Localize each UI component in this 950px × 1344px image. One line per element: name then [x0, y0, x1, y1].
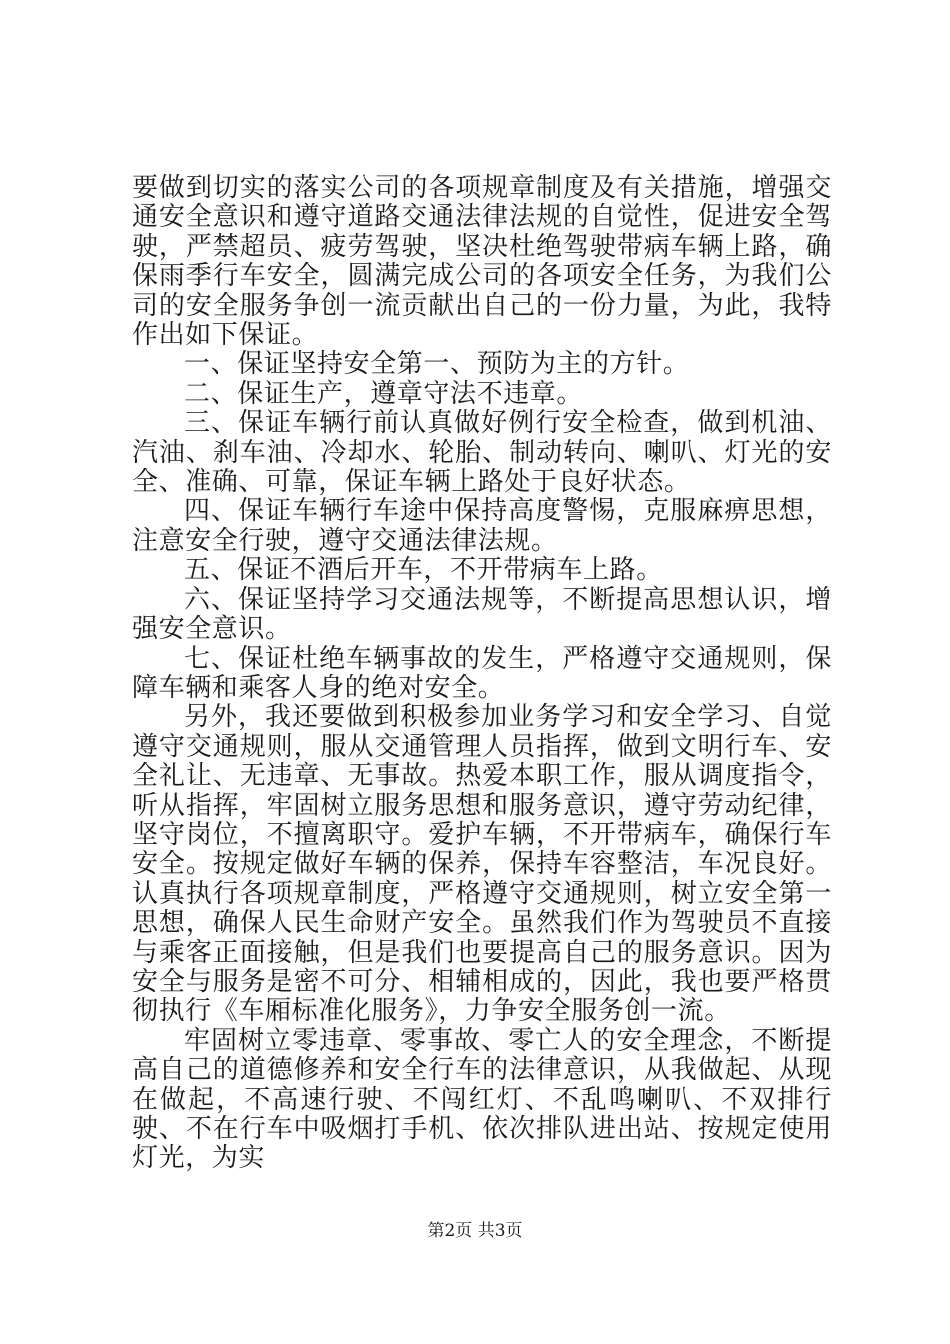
paragraph-item-2: 二、保证生产，遵章守法不违章。: [184, 378, 584, 409]
paragraph-item-4: 四、保证车辆行车途中保持高度警惕，克服麻痹思想，注意安全行驶，遵守交通法律法规。: [132, 496, 832, 556]
page-footer: [0, 1216, 950, 1241]
paragraph-safety-concept: 牢固树立零违章、零事故、零亡人的安全理念，不断提高自己的道德修养和安全行车的法律意识，从我做起、从现在做起，不高速行驶、不闯红灯、不乱鸣喇叭、不双排行驶、不在行车中吸烟打手机、依次排队进出站、按规定使用灯光，为实: [132, 1025, 832, 1174]
paragraph-item-3: 三、保证车辆行前认真做好例行安全检查，做到机油、汽油、刹车油、冷却水、轮胎、制动转向、喇叭、灯光的安全、准确、可靠，保证车辆上路处于良好状态。: [132, 408, 832, 498]
paragraph-intro: 要做到切实的落实公司的各项规章制度及有关措施，增强交通安全意识和遵守道路交通法律法规的自觉性，促进安全驾驶，严禁超员、疲劳驾驶，坚决杜绝驾驶带病车辆上路，确保雨季行车安全，圆满完成公司的各项安全任务，为我们公司的安全服务争创一流贡献出自己的一份力量，为此，我特作出如下保证。: [132, 173, 832, 351]
paragraph-additional: 另外，我还要做到积极参加业务学习和安全学习、自觉遵守交通规则，服从交通管理人员指挥，做到文明行车、安全礼让、无违章、无事故。热爱本职工作，服从调度指令，听从指挥，牢固树立服务思想和服务意识，遵守劳动纪律，坚守岗位，不擅离职守。爱护车辆，不开带病车，确保行车安全。按规定做好车辆的保养，保持车容整洁，车况良好。认真执行各项规章制度，严格遵守交通规则，树立安全第一思想，确保人民生命财产安全。虽然我们作为驾驶员不直接与乘客正面接触，但是我们也要提高自己的服务意识。因为安全与服务是密不可分、相辅相成的，因此，我也要严格贯彻执行《车厢标准化服务》，力争安全服务创一流。: [132, 702, 832, 1027]
paragraph-item-5: 五、保证不酒后开车，不开带病车上路。: [184, 555, 663, 586]
page-number: 第2页: [427, 1221, 473, 1241]
paragraph-item-1: 一、保证坚持安全第一、预防为主的方针。: [184, 349, 690, 380]
page-total: 共3页: [477, 1221, 523, 1241]
document-body: [132, 174, 832, 1174]
paragraph-item-7: 七、保证杜绝车辆事故的发生，严格遵守交通规则，保障车辆和乘客人身的绝对安全。: [132, 643, 832, 703]
paragraph-item-6: 六、保证坚持学习交通法规等，不断提高思想认识，增强安全意识。: [132, 584, 832, 645]
